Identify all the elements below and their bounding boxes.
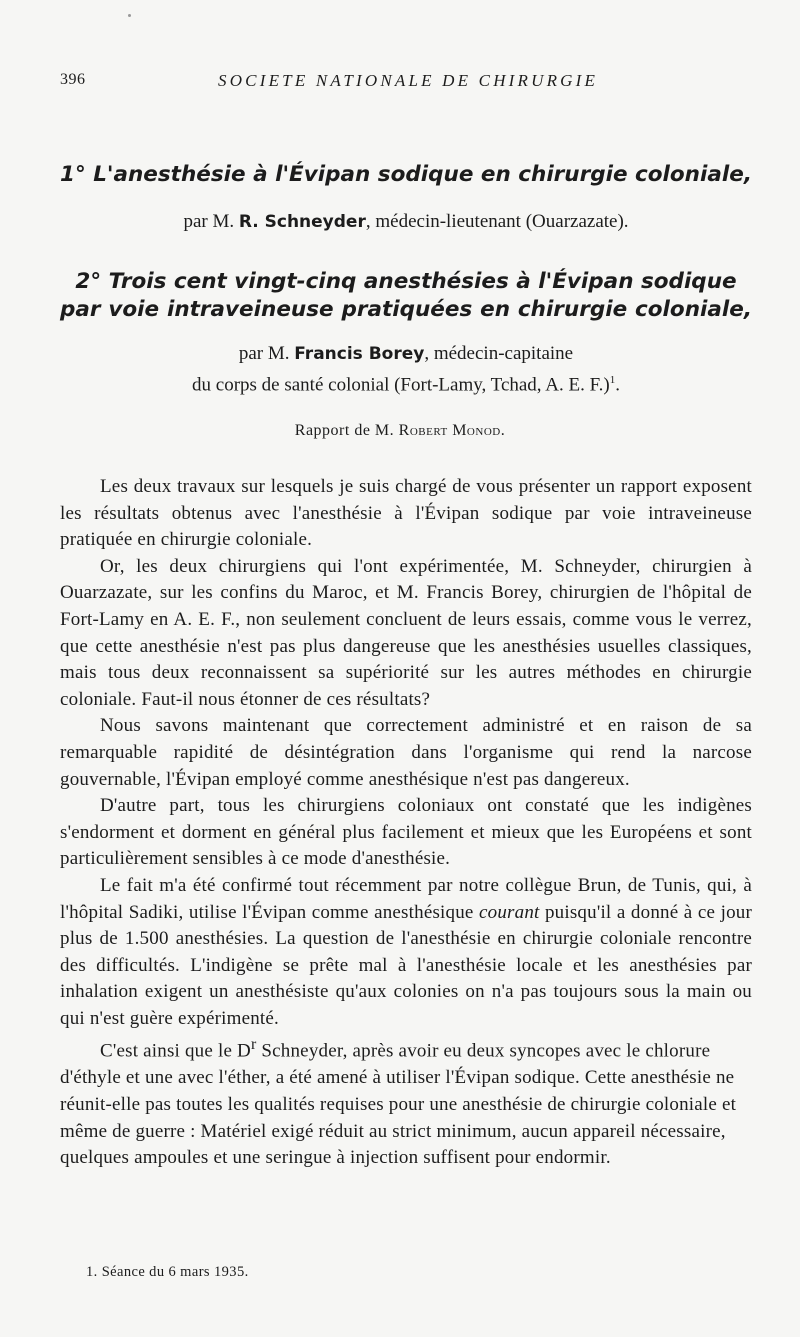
paragraph-text: Schneyder, après avoir eu deux syncopes avec le chlorure d'éthyle et une avec l'éther, a été amené à utiliser l'Évipan sodique. Cette anesthésie ne réunit-elle pas toutes les qualités requises pour une anesthésie de chirurgie coloniale et même de guerre : Matériel exigé réduit au strict minimum, aucun appareil nécessaire, quelques ampoules et une seringue à injection suffisent pour endormir. <box>60 1040 737 1169</box>
superscript: r <box>250 1036 257 1054</box>
author-name: R. Schneyder <box>238 212 366 232</box>
byline-prefix: par M. <box>238 343 295 364</box>
page-header <box>0 71 800 93</box>
footnote: 1. Séance du 6 mars 1935. <box>86 1264 249 1280</box>
paragraph: Nous savons maintenant que correctement administré et en raison de sa remarquable rapidité de désintégration dans l'organisme qui rend la narcose gouvernable, l'Évipan employé comme anesthésique n'est pas dangereux. <box>60 715 752 790</box>
byline-suffix: , médecin-capitaine <box>424 343 574 364</box>
paragraph: Les deux travaux sur lesquels je suis chargé de vous présenter un rapport exposent les résultats obtenus avec l'anesthésie à l'Évipan sodique par voie intraveineuse pratiquée en chirurgie coloniale. <box>60 476 752 551</box>
article2-title-line1: 2° Trois cent vingt-cinq anesthésies à l'Évipan sodique <box>75 269 737 294</box>
paragraph <box>60 873 752 1033</box>
paragraph <box>60 1032 752 1171</box>
page-number: 396 <box>60 71 86 88</box>
running-title: SOCIETE NATIONALE DE CHIRURGIE <box>218 71 599 90</box>
paragraph: D'autre part, tous les chirurgiens coloniaux ont constaté que les indigènes s'endorment et dorment en général plus facilement et mieux que les Européens et sont particulièrement sensibles à ce mode d'anesthésie. <box>60 795 752 870</box>
paragraph-text: C'est ainsi que le D <box>100 1040 251 1062</box>
footnote-marker: 1 <box>609 374 616 386</box>
report-heading <box>0 422 800 440</box>
article1-title: 1° L'anesthésie à l'Évipan sodique en chirurgie coloniale, <box>60 162 752 187</box>
article2-title-line2: par voie intraveineuse pratiquées en chirurgie coloniale, <box>60 297 752 322</box>
report-body <box>60 474 752 1172</box>
emphasized-word: courant <box>479 901 540 923</box>
byline-suffix: , médecin-lieutenant (Ouarzazate). <box>365 211 629 232</box>
author-name: Francis Borey <box>294 344 425 364</box>
paragraph: Or, les deux chirurgiens qui l'ont expérimentée, M. Schneyder, chirurgien à Ouarzazate, sur les confins du Maroc, et M. Francis Borey, chirurgien de l'hôpital de Fort-Lamy en A. E. F., non seulement concluent de leurs essais, comme vous le verrez, que cette anesthésie n'est pas plus dangereuse que les anesthésies usuelles classiques, mais tous deux reconnaissent sa supériorité sur les autres méthodes en chirurgie coloniale. Faut-il nous étonner de ces résultats? <box>60 555 752 710</box>
paragraph-text: puisqu'il a donné à ce jour plus de 1.500 anesthésies. La question de l'anesthésie en chirurgie coloniale rencontre des difficultés. L'indigène se prête mal à l'anesthésie locale et les anesthésies par inhalation exigent un anesthésiste qu'aux colonies on n'a pas toujours sous la main ou qui n'est guère expérimenté. <box>60 901 752 1029</box>
scan-speck <box>128 14 131 17</box>
affiliation: du corps de santé colonial (Fort-Lamy, Tchad, A. E. F.) <box>192 374 610 396</box>
report-prefix: Rapport de M. <box>294 422 399 439</box>
reporter-name: Robert Monod. <box>398 422 506 439</box>
article2-byline <box>60 340 752 368</box>
paragraph-text: Le fait m'a été confirmé tout récemment par notre collègue Brun, de Tunis, qui, à l'hôpital Sadiki, utilise l'Évipan comme anesthésique <box>60 874 752 923</box>
article1-byline <box>60 208 752 236</box>
byline-end: . <box>615 374 620 396</box>
article2-byline-line2 <box>60 367 752 398</box>
byline-prefix: par M. <box>183 211 239 232</box>
